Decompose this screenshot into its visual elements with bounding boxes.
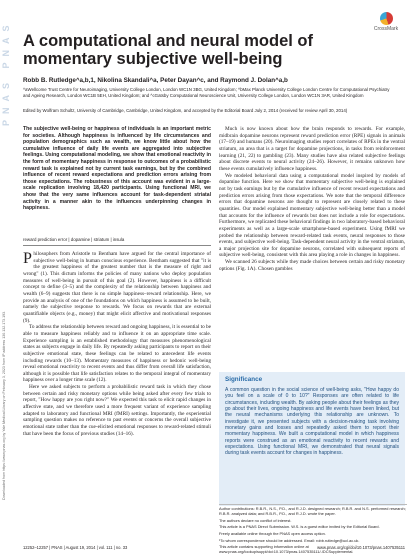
footer-citation: 12252–12257 | PNAS | August 19, 2014 | vol. 111 | no. 33 [23, 545, 128, 550]
article-title: A computational and neural model of momentary subjective well-being [23, 32, 313, 68]
body-paragraph [23, 251, 211, 324]
abstract: The subjective well-being or happiness of individuals is an important metric for societies. Although happiness is influenced by life circumstances and population demographics such as wealth, we know little about how the cumulative influence of daily life events are aggregated into subjective feelings. Using computational modeling, we show that emotional reactivity in the form of momentary happiness in response to outcomes of a probabilistic reward task is explained not by current task earnings, but by the combined influence of recent reward expectations and prediction errors arising from those expectations. The robustness of this account was evident in a large-scale replication involving 18,420 participants. Using functional MRI, we show that the very same influences account for task-dependent striatal activity in a manner akin to the influences underpinning changes in happiness. [23, 126, 211, 212]
affiliations: ^aWellcome Trust Centre for Neuroimaging, University College London, London WC1N 3BG, United Kingdom; ^bMax Planck University College London Centre for Computational Psychiatry and Ageing Research, London WC1B 5EH, United Kingdom; and ^cGatsby Computational Neuroscience Unit, University College London, London WC1N 3AR, United Kingdom [23, 87, 390, 98]
drop-cap: P [23, 250, 32, 267]
footnote[interactable]: This article contains supporting information online at www.pnas.org/lookup/suppl/doi:10.1073/pnas.1407535111/-/DCSupplemental. [219, 544, 354, 555]
footnote: Author contributions: R.B.R., N.S., P.D., and R.J.D. designed research; R.B.R. and N.S. performed research; R.B.R. analyzed data; and R.B.R., P.D., and R.J.D. wrote the paper. [219, 506, 406, 516]
journal-side-logo: PNAS PNAS [1, 19, 11, 127]
footnote: Freely available online through the PNAS open access option. [219, 531, 326, 537]
crossmark-icon [380, 12, 393, 25]
body-paragraph: To address the relationship between reward and ongoing happiness, it is essential to be able to measure happiness reliably and to influence it on an appropriate time scale. Experience sampling is an established methodology that measures phenomenological states as subjects engage in daily life. By repeatedly asking participants to report on their subjective emotional state, these feelings can be related to antecedent life events including rewards (10–13). Momentary measures of happiness or hedonic well-being reveal emotional reactivity to recent events and thus differ from overall life satisfaction, although it is possible that life satisfaction relates to the temporal integral of momentary happiness over a longer time scale (12). [23, 324, 211, 384]
body-right-column [219, 126, 405, 272]
edited-by-note: Edited by Wolfram Schultz, University of Cambridge, Cambridge, United Kingdom, and accepted by the Editorial Board July 2, 2014 (received for review April 30, 2014) [23, 108, 348, 113]
keywords: reward prediction error | dopamine | striatum | insula [23, 237, 125, 242]
footer-doi-link[interactable]: www.pnas.org/cgi/doi/10.1073/pnas.1407535111 [317, 545, 405, 550]
body-paragraph: We scanned 26 subjects while they made choices between certain and risky monetary options (Fig. 1A). Chosen gambles [219, 259, 405, 272]
footnote: The authors declare no conflict of interest. [219, 517, 292, 523]
body-paragraph: Here we asked subjects to perform a probabilistic reward task in which they chose between certain and risky monetary options while being asked after every few trials to report, "How happy are you right now?" We expected this task to elicit rapid changes in affective state, and we therefore used a more frequent variant of experience sampling adapted to laboratory and functional MRI (fMRI) settings. Importantly, the experiential sampling question makes no reference to past events or concerns the overall subjective emotional state rather than the cue-elicited emotional responses to reward-related stimuli that have been the focus of previous studies (14–16). [23, 384, 211, 437]
author-list: Robb B. Rutledge^a,b,1, Nikolina Skandali^a, Peter Dayan^c, and Raymond J. Dolan^a,b [23, 77, 288, 84]
journal-sidebar [0, 0, 11, 555]
significance-text: A common question in the social science of well-being asks, "How happy do you feel on a scale of 0 to 10?" Responses are often related to life circumstances, including wealth. By asking people about their feelings as they go about their lives, ongoing happiness and life events have been linked, but the neural mechanisms underlying this relationship are unknown. To investigate it, we presented subjects with a decision-making task involving monetary gains and losses and repeatedly asked them to report their momentary happiness. We built a computational model in which happiness reports were construed as an emotional reactivity to recent rewards and expectations. Using functional MRI, we demonstrated that neural signals during task events account for changes in happiness. [225, 387, 399, 457]
crossmark-label: CrossMark [373, 26, 399, 32]
footnote-divider [219, 504, 407, 505]
paragraph-text: hilosophers from Aristotle to Bentham have argued for the central importance of subjective well-being in human conscious experience. Bentham suggested that "it is the greatest happiness of the greatest number that is the measure of right and wrong" (1). This dictum informs the policies of many nations who deploy population measures of well-being in pursuit of this goal (2). However, happiness is a difficult concept to define (3–5) and the complexity of the relationship between happiness and wealth (6–9) suggests that there is no simple happiness–reward relationship. Here, we provide an analysis of one of the foundations on which happiness is assumed to be built, namely the subjective response to rewards. We focus on rewards that are external quantifiable objects (e.g., money) that might elicit affective and motivational responses (9). [23, 251, 211, 324]
body-left-column [23, 251, 211, 437]
footnote: ¹To whom correspondence should be addressed. Email: robb.rutledge@ucl.ac.uk. [219, 537, 360, 543]
significance-title: Significance [225, 376, 263, 383]
crossmark-badge[interactable] [368, 12, 404, 34]
body-paragraph: We modeled behavioral data using a computational model inspired by models of dopamine function. Here we show that momentary subjective well-being is explained not by task earnings but by the cumulative influence of recent reward expectations and prediction errors arising from those expectations. We note that the temporal difference errors that dopamine neurons are thought to represent are closely related to these quantities. Our model explained momentary subjective well-being better than a model that accounts for the influence of rewards but does not include a role for expectations. Furthermore, we replicated these behavioral findings in two laboratory-based behavioral experiments as well as a large-scale smartphone-based experiment. Using fMRI we probed the relationship between reward-related task events, neural responses to those events, and subjective well-being. Task-dependent neural activity in the ventral striatum, a major projection site for dopamine neurons, correlated with subsequent reports of subjective well-being, consistent with this area playing a role in changes in happiness. [219, 172, 405, 259]
footnote: This article is a PNAS Direct Submission. W.S. is a guest editor invited by the Editorial Board. [219, 524, 380, 530]
download-watermark: Downloaded from https://www.pnas.org by Yale Medical Library on February 3, 2023 from IP address 130.132.173.193. [2, 310, 6, 500]
keywords-divider [23, 245, 211, 246]
body-paragraph: Much is now known about how the brain responds to rewards. For example, midbrain dopamine neurons represent reward prediction error (RPE) signals in animals (17–19) and humans (20). Neuroimaging studies report correlates of RPEs in the ventral striatum, an area that is a target for dopamine projections, in tasks from reinforcement learning (21, 22) to gambling (23). Many studies have also related subjective feelings about discrete events to neural activity (24–26). However, it remains unknown how these events cumulatively influence happiness. [219, 126, 405, 172]
significance-box [219, 372, 405, 506]
